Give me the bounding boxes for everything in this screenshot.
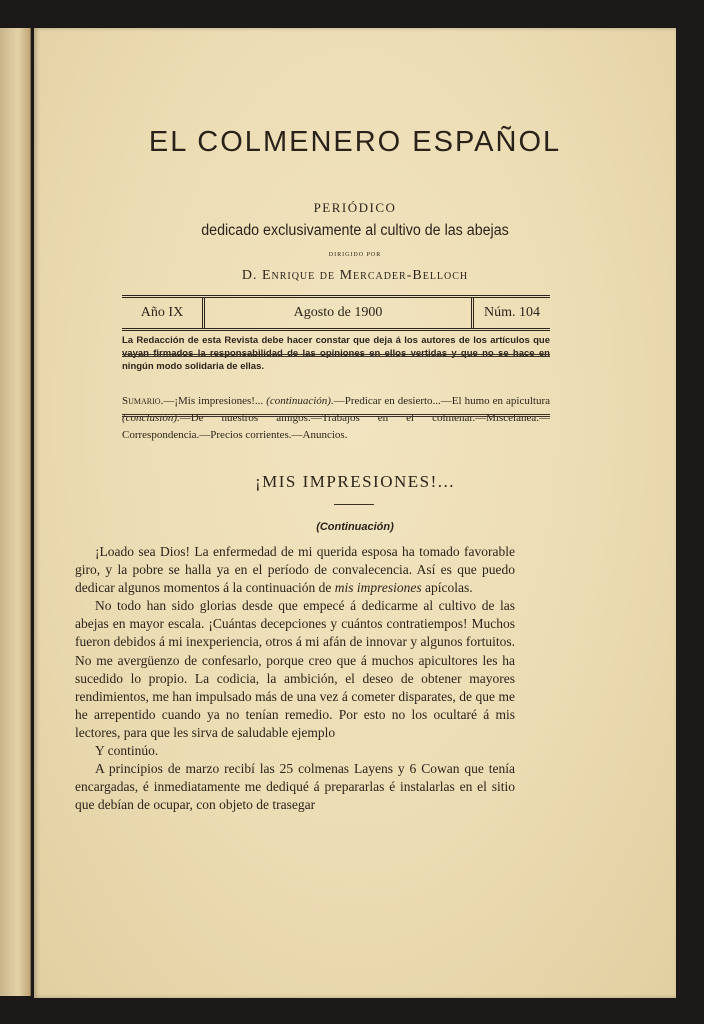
paragraph-text: ¡Loado sea Dios! La enfermedad de mi querida esposa ha tomado favorable giro, y la pobre se halla ya en el período de convalecencia. Así es que puedo dedicar algunos momentos á la continuación de [75,544,515,596]
journal-page [34,28,676,998]
paragraph: No todo han sido glorias desde que empecé á dedicarme al cultivo de las abejas en mayor escala. ¡Cuántas decepciones y cuántos contratiempos! Muchos fueron debidos á mi inexperiencia, otros á mi afán de innovar y algunos fortuitos. No me avergüenzo de confesarlo, porque creo que á muchos apicultores les ha sucedido lo propio. La codicia, la ambición, el deseo de obtener mayores rendimientos, me han impulsado más de una vez á cometer disparates, de que me he arrepentido cuando ya no tenían remedio. Por esto no los ocultaré á mis lectores, para que les sirva de saludable ejemplo [75,598,515,740]
divider-rule [122,354,550,357]
directed-by-label: DIRIGIDO POR [328,252,382,258]
paragraph: Y continúo. [95,743,159,759]
facing-page-edge [0,28,31,996]
summary-part2: —Predicar en desierto...—El humo en apicultura [333,395,550,407]
paragraph: A principios de marzo recibí las 25 colmenas Layens y 6 Cowan que tenía encargadas, é inmediatamente me dediqué á prepararlas é instalarlas en el sitio que debían de ocupar, con objeto de trasegar [75,761,515,813]
divider-rule [122,414,550,417]
article-body [75,543,515,814]
heading-underline [334,504,374,505]
paragraph-emphasis: mis impresiones [334,580,422,596]
article-heading: ¡MIS IMPRESIONES!... [254,472,456,491]
paragraph-text: apícolas. [421,580,473,596]
summary-italic1: (continuación). [266,395,334,407]
summary-label: Sumario. [122,395,164,407]
issue-info-bar [122,295,550,331]
editor-name: D. Enrique de Mercader-Belloch [241,268,469,283]
issue-number: Núm. 104 [484,305,540,320]
journal-subtitle: dedicado exclusivamente al cultivo de las abejas [201,222,509,239]
periodical-label: PERIÓDICO [313,200,397,215]
issue-year: Año IX [122,298,205,328]
continuation-label: (Continuación) [316,521,394,533]
paragraph [75,543,515,597]
issue-date: Agosto de 1900 [205,298,474,328]
summary-part3: —De nuestros amigos.—Trabajos en el colmenar.—Miscelánea.—Correspondencia.—Precios corrientes.—Anuncios. [122,412,550,441]
editorial-notice: La Redacción de esta Revista debe hacer constar que deja á los autores de los artículos que vayan firmados la responsabilidad de las opiniones en ellos vertidas y que no se hace en ningún modo solidaria de ellas. [122,335,550,372]
summary [122,393,550,444]
summary-part1: —¡Mis impresiones!... [163,395,267,407]
summary-italic2: (conclusión). [122,412,180,424]
journal-title: EL COLMENERO ESPAÑOL [148,126,562,158]
